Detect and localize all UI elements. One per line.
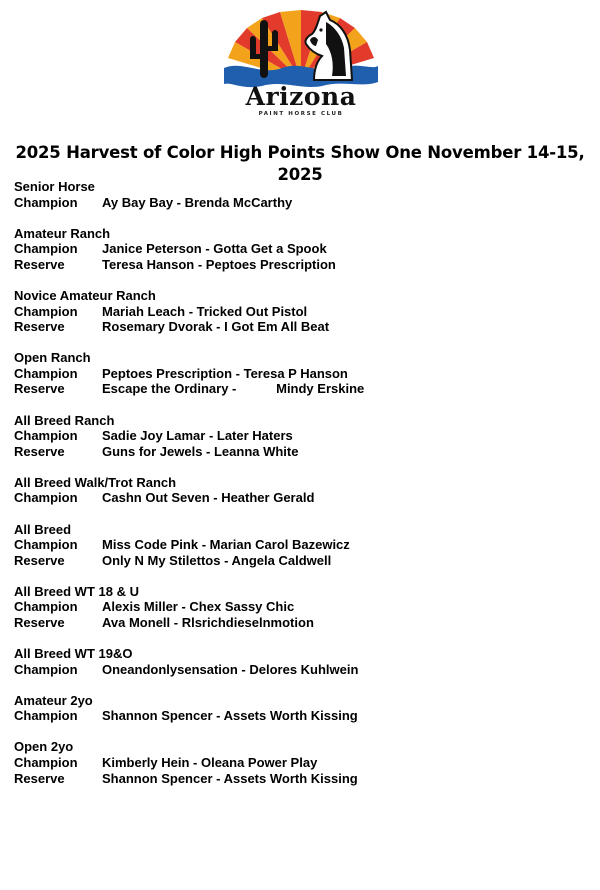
category-name: All Breed WT 19&O — [14, 646, 133, 662]
result-row — [14, 444, 584, 460]
place-label: Champion — [14, 194, 78, 210]
winner-text: Escape the Ordinary - Mindy Erskine — [102, 381, 365, 397]
place-label: Reserve — [14, 381, 65, 397]
place-label: Champion — [14, 661, 78, 677]
category-name: All Breed WT 18 & U — [14, 583, 139, 599]
category-name: Amateur Ranch — [14, 225, 111, 241]
result-row — [14, 708, 584, 724]
place-label: Reserve — [14, 552, 65, 568]
result-row — [14, 381, 584, 397]
result-row — [14, 755, 584, 771]
place-label: Champion — [14, 537, 78, 553]
category-name: Senior Horse — [14, 179, 95, 194]
place-label: Champion — [14, 708, 78, 724]
winner-text: Janice Peterson - Gotta Get a Spook — [102, 241, 327, 257]
arizona-paint-horse-club-logo — [222, 10, 380, 118]
winner-text: Mariah Leach - Tricked Out Pistol — [102, 303, 308, 319]
result-row — [14, 304, 584, 320]
winner-text: Sadie Joy Lamar - Later Haters — [102, 428, 293, 444]
winner-text: Teresa Hanson - Peptoes Prescription — [102, 256, 336, 272]
place-label: Champion — [14, 599, 78, 615]
place-label: Champion — [14, 241, 78, 257]
category-name: All Breed — [14, 521, 72, 537]
winner-text: Guns for Jewels - Leanna White — [102, 443, 299, 459]
place-label: Reserve — [14, 256, 65, 272]
category-name: Novice Amateur Ranch — [14, 287, 156, 303]
place-label: Reserve — [14, 319, 65, 335]
result-row — [14, 771, 584, 787]
winner-text: Cashn Out Seven - Heather Gerald — [102, 490, 315, 506]
page-title: 2025 Harvest of Color High Points Show One November 14-15, 2025 — [15, 143, 585, 184]
category-block — [14, 288, 584, 335]
winner-text: Ay Bay Bay - Brenda McCarthy — [102, 194, 293, 210]
place-label: Champion — [14, 365, 78, 381]
category-name: All Breed Ranch — [14, 412, 115, 428]
result-row — [14, 662, 584, 678]
result-row — [14, 319, 584, 335]
result-row — [14, 257, 584, 273]
logo-emblem — [222, 10, 380, 90]
category-block — [14, 584, 584, 631]
place-label: Champion — [14, 428, 78, 444]
winner-text: Miss Code Pink - Marian Carol Bazewicz — [102, 537, 350, 553]
winner-text: Oneandonlysensation - Delores Kuhlwein — [102, 661, 359, 677]
winner-text: Alexis Miller - Chex Sassy Chic — [102, 599, 295, 615]
result-row — [14, 428, 584, 444]
result-row — [14, 537, 584, 553]
category-block — [14, 179, 584, 210]
winner-text: Ava Monell - Rlsrichdieselnmotion — [102, 614, 314, 630]
result-row — [14, 195, 584, 211]
results-list — [14, 179, 584, 802]
result-row — [14, 615, 584, 631]
winner-text: Only N My Stilettos - Angela Caldwell — [102, 552, 332, 568]
winner-text: Shannon Spencer - Assets Worth Kissing — [102, 708, 358, 724]
category-name: All Breed Walk/Trot Ranch — [14, 474, 177, 490]
category-block — [14, 693, 584, 724]
category-block — [14, 350, 584, 397]
winner-text: Peptoes Prescription - Teresa P Hanson — [102, 365, 348, 381]
result-row — [14, 553, 584, 569]
result-row — [14, 599, 584, 615]
category-block — [14, 475, 584, 506]
winner-text: Kimberly Hein - Oleana Power Play — [102, 755, 318, 771]
winner-text: Shannon Spencer - Assets Worth Kissing — [102, 770, 358, 786]
category-name: Open 2yo — [14, 739, 74, 755]
category-name: Open Ranch — [14, 350, 91, 366]
category-block — [14, 226, 584, 273]
winner-text: Rosemary Dvorak - I Got Em All Beat — [102, 319, 330, 335]
place-label: Champion — [14, 755, 78, 771]
category-block — [14, 739, 584, 786]
category-block — [14, 646, 584, 677]
place-label: Champion — [14, 490, 78, 506]
result-row — [14, 366, 584, 382]
logo-subtitle: PAINT HORSE CLUB — [258, 111, 344, 117]
place-label: Reserve — [14, 443, 65, 459]
place-label: Reserve — [14, 614, 65, 630]
logo-wordmark: Arizona — [245, 82, 357, 111]
place-label: Champion — [14, 303, 78, 319]
category-block — [14, 522, 584, 569]
category-name: Amateur 2yo — [14, 692, 93, 708]
result-row — [14, 490, 584, 506]
result-row — [14, 241, 584, 257]
category-block — [14, 413, 584, 460]
place-label: Reserve — [14, 770, 65, 786]
